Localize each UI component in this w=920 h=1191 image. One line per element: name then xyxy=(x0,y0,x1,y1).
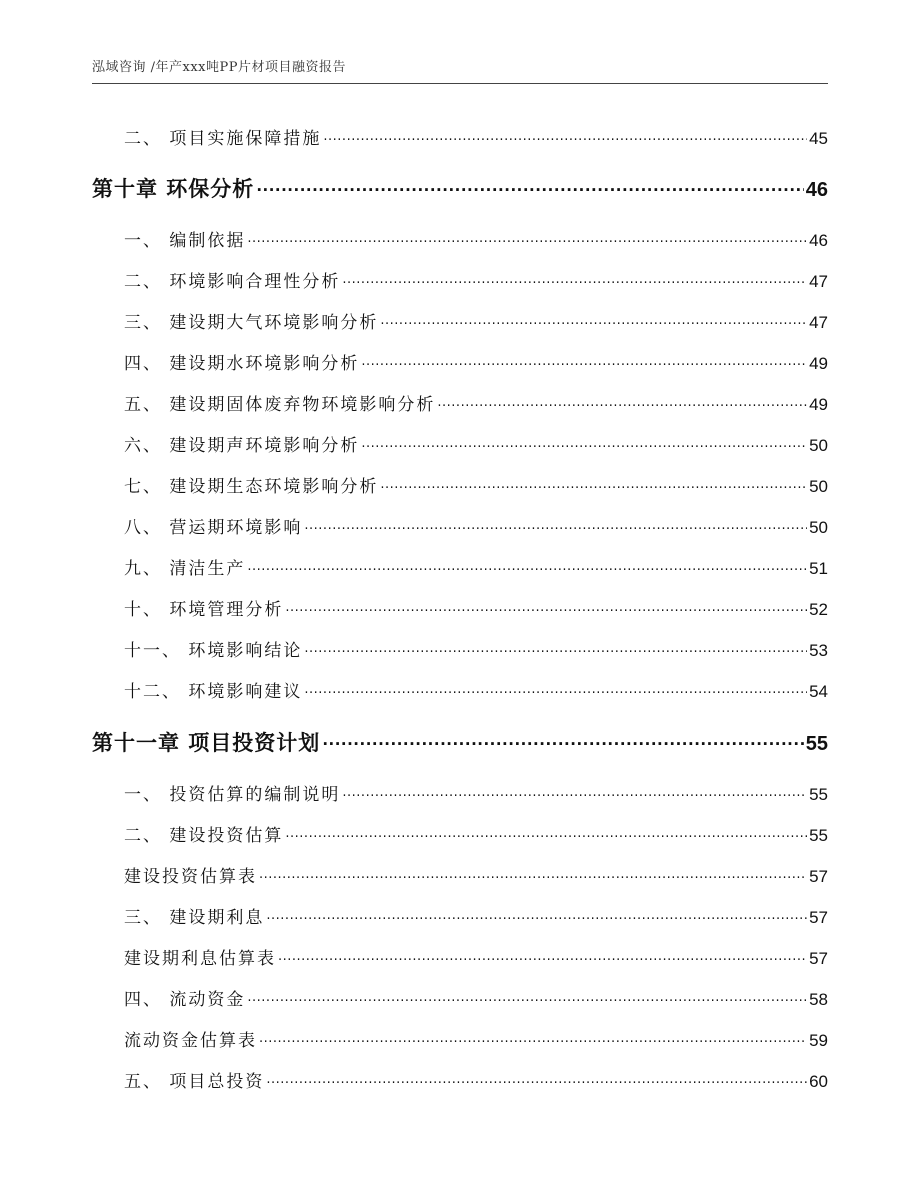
toc-page-number: 50 xyxy=(809,477,828,497)
toc-entry-label: 六、 建设期声环境影响分析 xyxy=(124,436,360,457)
toc-dot-leader xyxy=(259,1026,807,1046)
toc-entry-label: 三、 建设期大气环境影响分析 xyxy=(124,313,379,334)
toc-dot-leader xyxy=(380,472,807,492)
toc-entry-label: 八、 营运期环境影响 xyxy=(124,518,303,539)
toc-dot-leader xyxy=(247,554,807,574)
toc-entry-label: 七、 建设期生态环境影响分析 xyxy=(124,477,379,498)
toc-page-number: 54 xyxy=(809,682,828,702)
toc-entry[interactable] xyxy=(124,944,828,970)
toc-dot-leader xyxy=(259,862,807,882)
toc-page-number: 47 xyxy=(809,272,828,292)
toc-entry-label: 二、 建设投资估算 xyxy=(124,826,284,847)
toc-entry[interactable] xyxy=(124,308,828,334)
toc-entry-label: 十二、 环境影响建议 xyxy=(124,682,303,703)
toc-entry[interactable] xyxy=(124,267,828,293)
toc-chapter-entry[interactable] xyxy=(92,725,828,755)
toc-entry-label: 建设投资估算表 xyxy=(124,867,257,888)
toc-dot-leader xyxy=(247,985,807,1005)
toc-entry-label: 十一、 环境影响结论 xyxy=(124,641,303,662)
toc-entry[interactable] xyxy=(124,1026,828,1052)
toc-entry[interactable] xyxy=(124,636,828,662)
toc-entry[interactable] xyxy=(124,124,828,150)
toc-dot-leader xyxy=(266,1067,807,1087)
toc-chapter-label: 第十一章 项目投资计划 xyxy=(92,731,321,756)
toc-dot-leader xyxy=(278,944,807,964)
toc-entry[interactable] xyxy=(124,472,828,498)
toc-entry[interactable] xyxy=(124,821,828,847)
toc-entry-label: 一、 投资估算的编制说明 xyxy=(124,785,341,806)
toc-entry[interactable] xyxy=(124,903,828,929)
toc-dot-leader xyxy=(285,821,807,841)
toc-dot-leader xyxy=(361,431,807,451)
toc-page-number: 46 xyxy=(809,231,828,251)
toc-entry-label: 流动资金估算表 xyxy=(124,1031,257,1052)
toc-page-number: 50 xyxy=(809,518,828,538)
toc-dot-leader xyxy=(304,677,807,697)
toc-entry-label: 二、 环境影响合理性分析 xyxy=(124,272,341,293)
toc-dot-leader xyxy=(380,308,807,328)
toc-dot-leader xyxy=(256,171,803,196)
toc-entry[interactable] xyxy=(124,554,828,580)
toc-dot-leader xyxy=(304,636,807,656)
toc-page-number: 59 xyxy=(809,1031,828,1051)
toc-entry[interactable] xyxy=(124,595,828,621)
running-header: 泓域咨询 /年产xxx吨PP片材项目融资报告 xyxy=(92,60,347,75)
toc-page-number: 58 xyxy=(809,990,828,1010)
toc-page-number: 53 xyxy=(809,641,828,661)
toc-entry[interactable] xyxy=(124,677,828,703)
toc-entry[interactable] xyxy=(124,226,828,252)
toc-page-number: 60 xyxy=(809,1072,828,1092)
toc-page-number: 57 xyxy=(809,867,828,887)
toc-page-number: 55 xyxy=(809,826,828,846)
toc-entry[interactable] xyxy=(124,431,828,457)
toc-entry-label: 五、 项目总投资 xyxy=(124,1072,265,1093)
toc-page-number: 49 xyxy=(809,354,828,374)
toc-page-number: 45 xyxy=(809,129,828,149)
toc-entry-label: 二、 项目实施保障措施 xyxy=(124,129,322,150)
toc-dot-leader xyxy=(437,390,807,410)
toc-chapter-entry[interactable] xyxy=(92,171,828,201)
toc-entry-label: 三、 建设期利息 xyxy=(124,908,265,929)
toc-entry[interactable] xyxy=(124,390,828,416)
toc-entry[interactable] xyxy=(124,985,828,1011)
toc-dot-leader xyxy=(342,267,807,287)
toc-entry[interactable] xyxy=(124,780,828,806)
toc-dot-leader xyxy=(323,124,807,144)
toc-dot-leader xyxy=(322,725,803,750)
toc-entry-label: 十、 环境管理分析 xyxy=(124,600,284,621)
toc-entry-label: 四、 流动资金 xyxy=(124,990,246,1011)
toc-page-number: 47 xyxy=(809,313,828,333)
toc-entry[interactable] xyxy=(124,862,828,888)
toc-page-number: 51 xyxy=(809,559,828,579)
toc-dot-leader xyxy=(285,595,807,615)
toc-entry-label: 五、 建设期固体废弃物环境影响分析 xyxy=(124,395,436,416)
toc-page-number: 49 xyxy=(809,395,828,415)
toc-chapter-label: 第十章 环保分析 xyxy=(92,177,255,202)
toc-entry[interactable] xyxy=(124,513,828,539)
toc-page-number: 46 xyxy=(805,179,828,202)
toc-page-number: 55 xyxy=(805,733,828,756)
toc-entry-label: 九、 清洁生产 xyxy=(124,559,246,580)
toc-entry-label: 四、 建设期水环境影响分析 xyxy=(124,354,360,375)
toc-page-number: 50 xyxy=(809,436,828,456)
toc-dot-leader xyxy=(304,513,807,533)
toc-page-number: 52 xyxy=(809,600,828,620)
toc-dot-leader xyxy=(266,903,807,923)
toc-entry-label: 一、 编制依据 xyxy=(124,231,246,252)
toc-dot-leader xyxy=(342,780,807,800)
toc-entry[interactable] xyxy=(124,349,828,375)
toc-dot-leader xyxy=(247,226,807,246)
toc-entry[interactable] xyxy=(124,1067,828,1093)
toc-page-number: 57 xyxy=(809,949,828,969)
toc-page-number: 57 xyxy=(809,908,828,928)
toc-entry-label: 建设期利息估算表 xyxy=(124,949,276,970)
toc-page-number: 55 xyxy=(809,785,828,805)
toc-dot-leader xyxy=(361,349,807,369)
